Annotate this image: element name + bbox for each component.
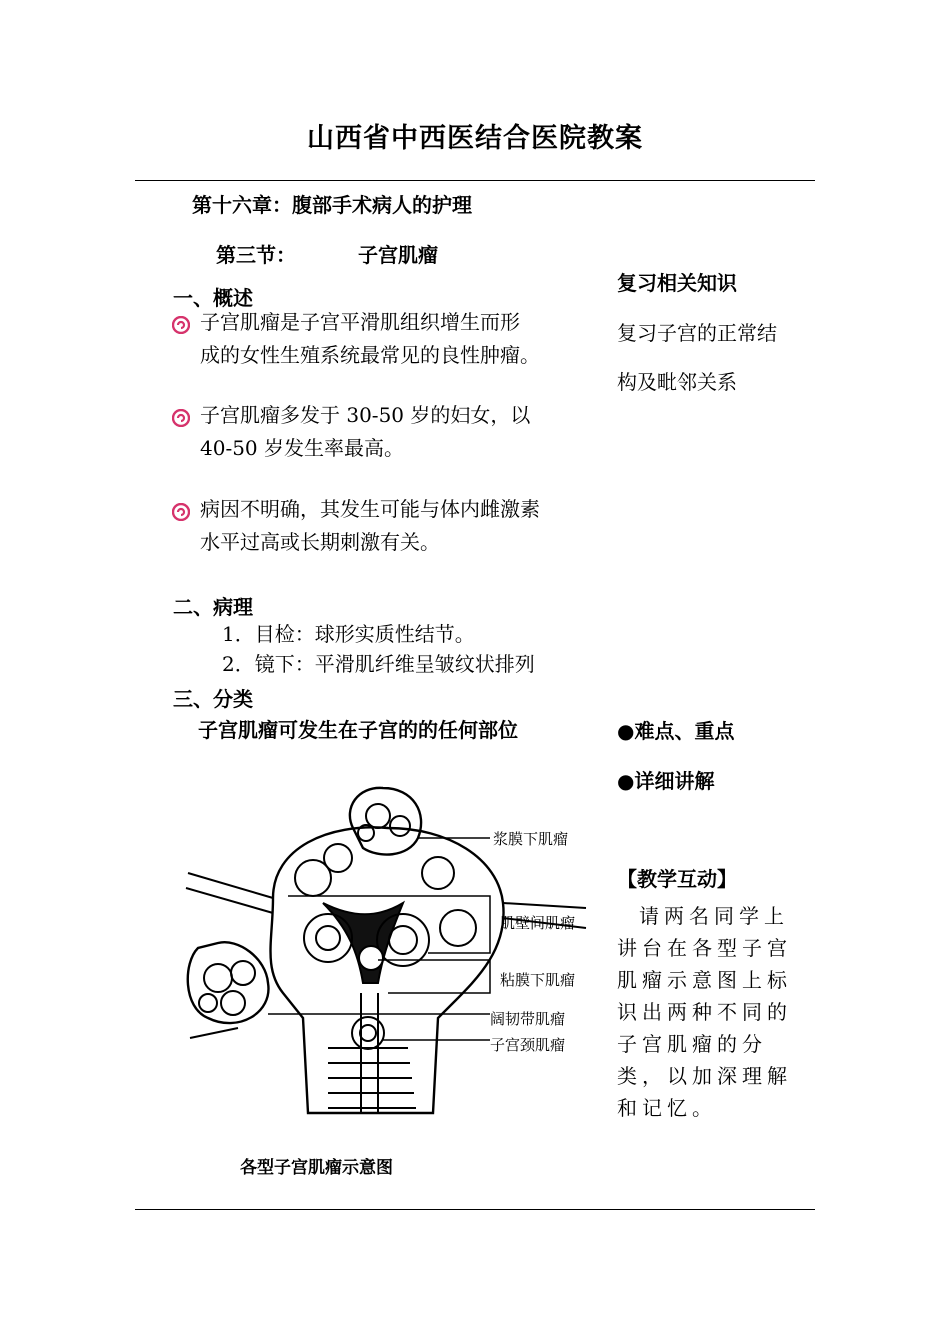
- classification-intro: 子宫肌瘤可发生在子宫的的任何部位: [198, 718, 518, 742]
- bullet-line: 40-50 岁发生率最高。: [200, 436, 405, 460]
- review-heading: 复习相关知识: [617, 271, 737, 295]
- interaction-text: 请两名同学上讲台在各型子宫肌瘤示意图上标识出两种不同的子宫肌瘤的分类，以加深理解和记忆。: [617, 904, 792, 1120]
- diagram-label: 浆膜下肌瘤: [493, 830, 569, 848]
- classification-heading: 三、分类: [173, 687, 253, 711]
- bullet-line: 水平过高或长期刺激有关。: [200, 530, 440, 554]
- diagram-label: 阔韧带肌瘤: [490, 1010, 566, 1028]
- chapter-heading: 第十六章：腹部手术病人的护理: [192, 193, 472, 217]
- bottom-divider: [135, 1209, 815, 1210]
- diagram-label: 子宫颈肌瘤: [490, 1036, 566, 1054]
- section-label: 第三节：: [216, 243, 296, 267]
- key-points-label: ●难点、重点: [617, 719, 735, 743]
- detail-label: ●详细讲解: [617, 769, 715, 793]
- interaction-heading: 【教学互动】: [617, 867, 737, 891]
- spiral-bullet-icon: [172, 503, 190, 521]
- uterine-fibroid-diagram: [178, 778, 598, 1118]
- spiral-bullet-icon: [172, 409, 190, 427]
- spiral-bullet-icon: [172, 316, 190, 334]
- overview-heading: 一、概述: [173, 286, 253, 310]
- review-text: 复习子宫的正常结: [617, 321, 777, 345]
- bullet-line: 病因不明确，其发生可能与体内雌激素: [200, 497, 540, 521]
- pathology-item: 2．镜下：平滑肌纤维呈皱纹状排列: [222, 652, 535, 676]
- review-text: 构及毗邻关系: [617, 370, 737, 394]
- bullet-line: 成的女性生殖系统最常见的良性肿瘤。: [200, 343, 540, 367]
- bullet-line: 子宫肌瘤是子宫平滑肌组织增生而形: [200, 310, 520, 334]
- section-name: 子宫肌瘤: [358, 243, 438, 267]
- diagram-label: 粘膜下肌瘤: [500, 971, 576, 989]
- figure-caption: 各型子宫肌瘤示意图: [240, 1158, 393, 1178]
- page-title: 山西省中西医结合医院教案: [307, 123, 643, 154]
- pathology-heading: 二、病理: [173, 595, 253, 619]
- top-divider: [135, 180, 815, 181]
- bullet-line: 子宫肌瘤多发于 30-50 岁的妇女，以: [200, 403, 531, 427]
- pathology-item: 1．目检：球形实质性结节。: [222, 622, 475, 646]
- diagram-label: 肌壁间肌瘤: [500, 914, 576, 932]
